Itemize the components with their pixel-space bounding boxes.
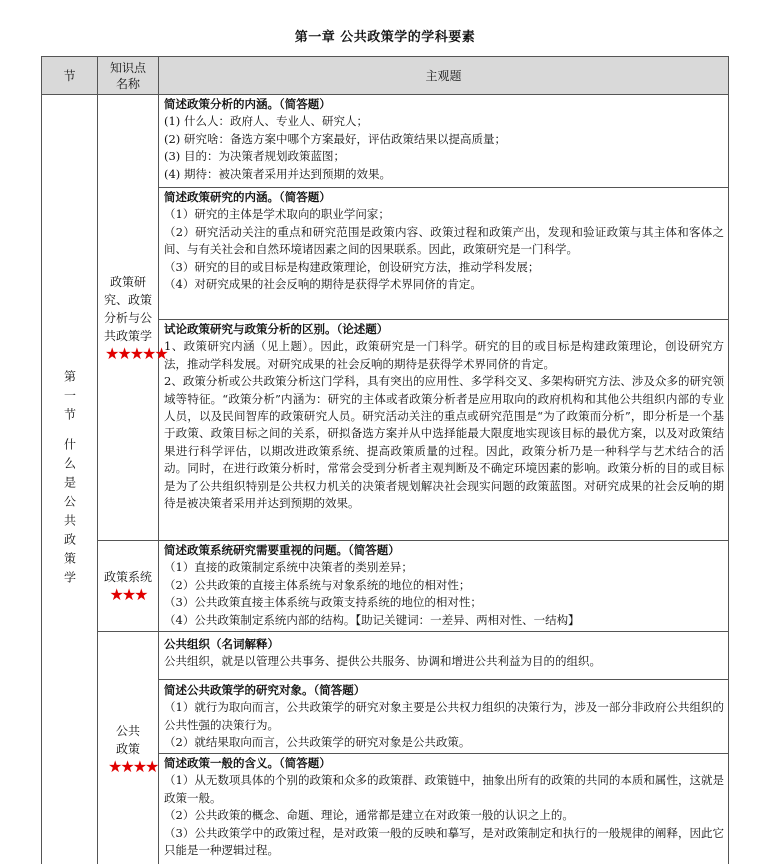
answer-line: （3）公共政策直接主体系统与政策支持系统的地位的相对性； <box>164 595 482 610</box>
answer-line: (1) 什么人：政府人、专业人、研究人； <box>164 114 368 129</box>
question-title: 简述政策系统研究需要重视的问题。（简答题） <box>164 543 400 557</box>
answer-line: (2) 研究啥：备选方案中哪个方案最好，评估政策结果以提高质量； <box>164 131 506 146</box>
question-title: 试论政策研究与政策分析的区别。（论述题） <box>164 322 389 336</box>
header-point-label: 知识点名称 <box>109 60 146 91</box>
answer-line: 公共组织，就是以管理公共事务、提供公共服务、协调和增进公共利益为目的的组织。 <box>164 654 601 669</box>
question-title: 公共组织（名词解释） <box>164 637 279 651</box>
topic-block <box>159 95 728 188</box>
section-label <box>42 95 97 864</box>
knowledge-point <box>98 632 158 865</box>
rating-stars: ★★★★★ <box>105 344 167 363</box>
answer-line: （1）就行为取向而言，公共政策学的研究对象主要是公共权力组织的决策行为，涉及一部分非政府公共组织的公共性强的决策行为。 <box>164 700 724 732</box>
answer-line: （4）对研究成果的社会反响的期待是获得学术界同侪的肯定。 <box>164 277 482 292</box>
answer-line: （2）就结果取向而言，公共政策学的研究对象是公共政策。 <box>164 735 471 750</box>
topic-block <box>159 320 728 541</box>
answer-line: 1、政策研究内涵（见上题）。因此，政策研究是一门科学。研究的目的或目标是构建政策理论，创设研究方法，推动学科发展。对研究成果的社会反响的期待是获得学术界同侪的肯定。 <box>164 339 724 371</box>
answer-line: （2）研究活动关注的重点和研究范围是政策内容、政策过程和政策产出，发现和验证政策与其主体和客体之间、与有关社会和自然环境诸因素之间的因果联系。因此，政策研究是一门科学。 <box>164 224 724 257</box>
question-title: 简述公共政策学的研究对象。（简答题） <box>164 683 366 697</box>
knowledge-point-name: 公共政策 <box>115 724 140 756</box>
answer-line: （2）公共政策的概念、命题、理论，通常都是建立在对政策一般的认识之上的。 <box>164 808 574 823</box>
knowledge-point <box>98 95 167 541</box>
knowledge-table <box>41 56 729 864</box>
answer-line: （1）研究的主体是学术取向的职业学问家； <box>164 207 390 222</box>
knowledge-point-name: 政策研究、政策分析与公共政策学 <box>104 275 153 343</box>
question-title: 简述政策一般的含义。（简答题） <box>164 756 331 770</box>
answer-line: （3）公共政策学中的政策过程，是对政策一般的反映和摹写，是对政策制定和执行的一般规律的阐释，因此它只能是一种逻辑过程。 <box>164 825 724 858</box>
rating-stars: ★★★ <box>109 584 147 604</box>
answer-line: （4）公共政策制定系统内部的结构。【助记关键词：一差异、两相对性、一结构】 <box>164 612 580 627</box>
topic-block <box>159 541 728 632</box>
page-title: 第一章 公共政策学的学科要素 <box>294 30 476 45</box>
question-title: 简述政策分析的内涵。（简答题） <box>164 97 331 111</box>
section-label-text: 第一节 什么是公共政策学 <box>62 369 77 590</box>
topic-block <box>159 632 728 680</box>
answer-line: (3) 目的：为决策者规划政策蓝图； <box>164 149 345 164</box>
topic-block <box>159 680 728 754</box>
topic-block <box>159 188 728 320</box>
header-section: 节 <box>42 57 97 95</box>
answer-line: （3）研究的目的或目标是构建政策理论，创设研究方法，推动学科发展； <box>164 259 540 274</box>
answer-line: （2）公共政策的直接主体系统与对象系统的地位的相对性； <box>164 577 471 592</box>
answer-line: 2、政策分析或公共政策分析这门学科，具有突出的应用性、多学科交叉、多架构研究方法、涉及众多的研究领域等特征。“政策分析”内涵为：研究的主体或者政策分析者是应用取向的政府机构和其他公共组织内部的专业人员，以及民间智库的政策研究人员。研究活动关注的重点或研究范围是“为了政策而分析”，即分析是一个基于政策、政策目标之间的关系，研拟备选方案并从中选择能最大限度地实现该目标的最优方案，以及对政策结果进行科学评估，以期改进政策系统、提高政策质量的过程。因此，政策分析乃是一种科学与艺术结合的活动。同时，在进行政策分析时，常常会受到分析者主观判断及不确定环境因素的影响。政策分析的目的或目标是为了公共组织特别是公共权力机关的决策者规划解决社会现实问题的政策蓝图。对研究成果的社会反响的期待是被决策者采用并达到预期的效果。 <box>164 374 724 511</box>
knowledge-point <box>98 541 158 632</box>
answer-line: (4) 期待：被决策者采用并达到预期的效果。 <box>164 166 391 181</box>
header-point <box>97 57 158 95</box>
knowledge-point-name: 政策系统★★★ <box>104 569 153 604</box>
question-title: 简述政策研究的内涵。（简答题） <box>164 190 331 204</box>
rating-stars: ★★★★ <box>108 757 158 776</box>
header-topic: 主观题 <box>158 57 728 95</box>
topic-block <box>159 754 728 865</box>
answer-line: （1）从无数项具体的个别的政策和众多的政策群、政策链中，抽象出所有的政策的共同的本质和属性，这就是政策一般。 <box>164 773 724 805</box>
answer-line: （1）直接的政策制定系统中决策者的类别差异； <box>164 560 413 575</box>
